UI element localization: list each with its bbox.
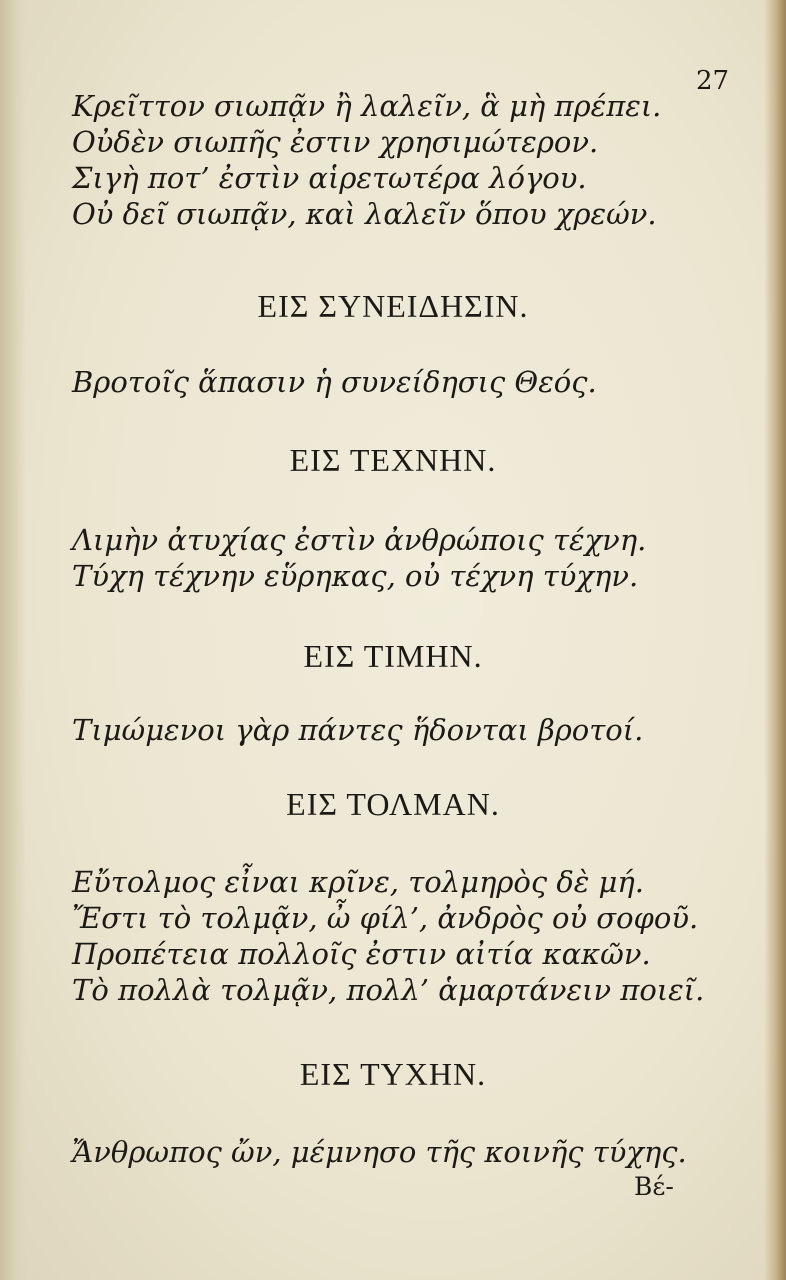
verse-block-art [72, 522, 752, 594]
section-heading-fortune: ΕΙΣ ΤΥΧΗΝ. [299, 1056, 487, 1092]
verse-line: Οὐ δεῖ σιωπᾷν, καὶ λαλεῖν ὅπου χρεών. [72, 197, 657, 231]
verse-line: Εὔτολμος εἶναι κρῖνε, τολμηρὸς δὲ μή. [72, 865, 644, 899]
verse-line: Οὐδὲν σιωπῆς ἐστιν χρησιμώτερον. [72, 125, 599, 159]
verse-block-fortune [72, 1134, 752, 1170]
section-heading-daring: ΕΙΣ ΤΟΛΜΑΝ. [286, 786, 500, 822]
verse-line: Βροτοῖς ἅπασιν ἡ συνείδησις Θεός. [72, 365, 597, 399]
section-heading-honour: ΕΙΣ ΤΙΜΗΝ. [303, 638, 483, 674]
verse-line: Ἔστι τὸ τολμᾷν, ὦ φίλ’, ἀνδρὸς οὐ σοφοῦ. [72, 901, 699, 935]
verse-block-silence [72, 88, 752, 232]
verse-line: Ἄνθρωπος ὤν, μέμνησο τῆς κοινῆς τύχης. [72, 1135, 687, 1169]
verse-line: Σιγὴ ποτ’ ἐστὶν αἱρετωτέρα λόγου. [72, 161, 587, 195]
verse-line: Τιμώμενοι γὰρ πάντες ἥδονται βροτοί. [72, 713, 644, 747]
verse-line: Τὸ πολλὰ τολμᾷν, πολλ’ ἁμαρτάνειν ποιεῖ. [72, 973, 705, 1007]
verse-block-conscience [72, 364, 752, 400]
page-number: 27 [696, 66, 730, 96]
catchword: Βέ- [634, 1172, 674, 1201]
section-heading-art: ΕΙΣ ΤΕΧΝΗΝ. [289, 442, 497, 478]
verse-block-daring [72, 864, 752, 1008]
section-heading-conscience: ΕΙΣ ΣΥΝΕΙΔΗΣΙΝ. [257, 288, 529, 324]
verse-line: Κρεῖττον σιωπᾷν ἢ λαλεῖν, ἃ μὴ πρέπει. [72, 89, 662, 123]
verse-line: Λιμὴν ἀτυχίας ἐστὶν ἀνθρώποις τέχνη. [72, 523, 647, 557]
verse-line: Προπέτεια πολλοῖς ἐστιν αἰτία κακῶν. [72, 937, 651, 971]
verse-line: Τύχη τέχνην εὕρηκας, οὐ τέχνη τύχην. [72, 559, 639, 593]
verse-block-honour [72, 712, 752, 748]
